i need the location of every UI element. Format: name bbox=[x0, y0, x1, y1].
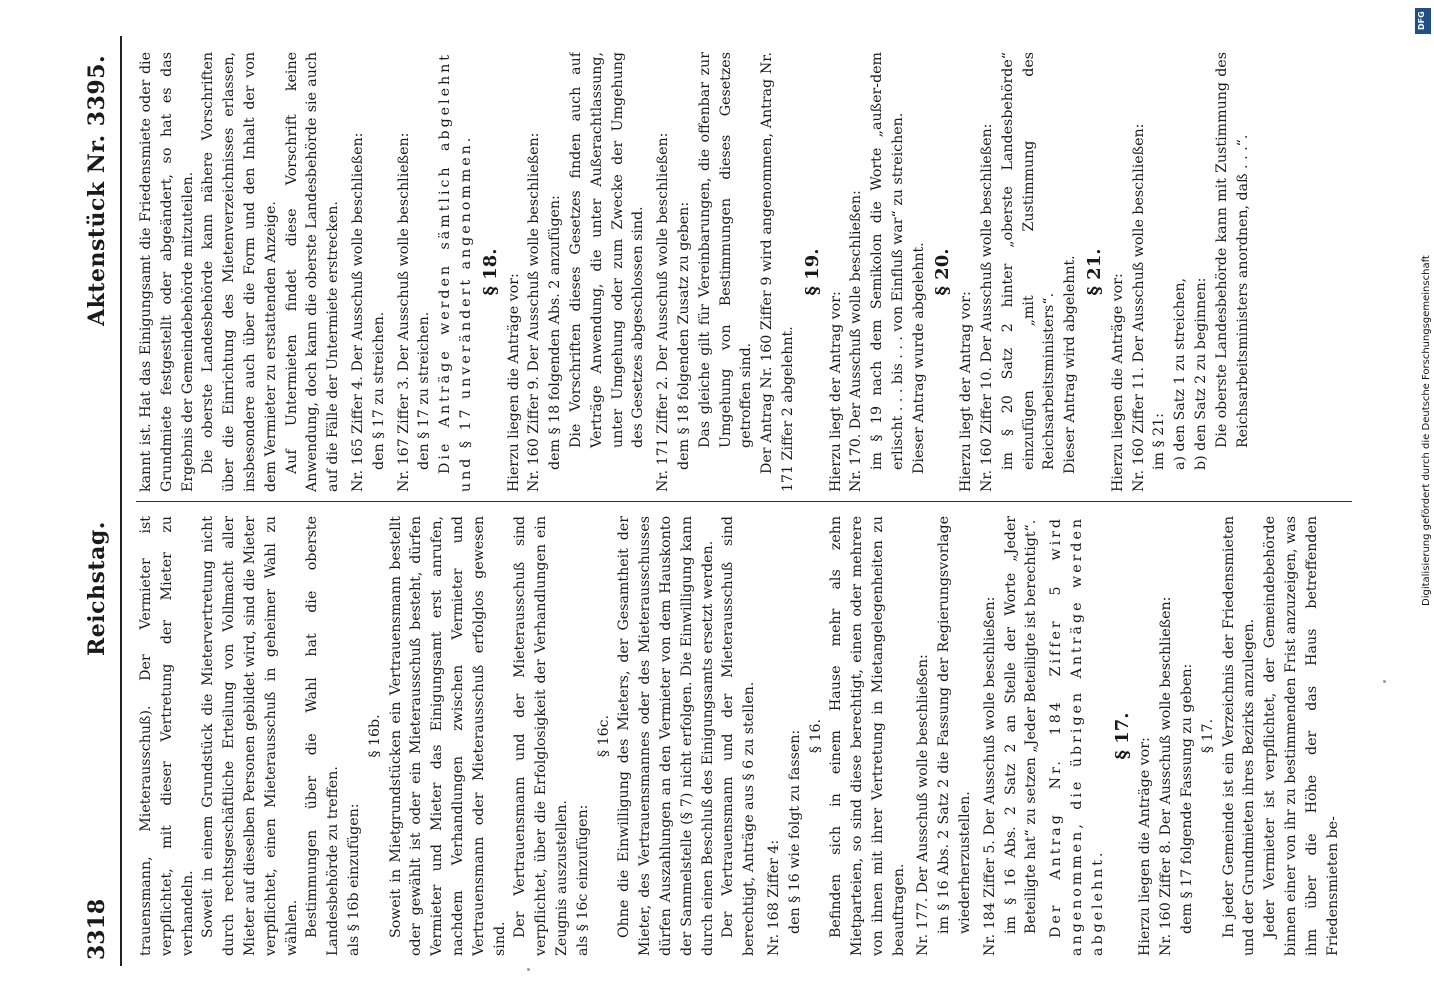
section-title: § 20. bbox=[932, 248, 954, 296]
paragraph: Soweit in Mietgrundstücken ein Vertrauensmann bestellt oder gewählt ist oder ein Mieterausschuß besteht, dürfen Vermieter und Mieter das Einigungsamt erst anrufen, nachdem Verhandlungen zwischen Vermieter und Vertrauensmann oder Mieterausschuß erfolglos gewesen sind. bbox=[387, 516, 508, 956]
paragraph: In jeder Gemeinde ist ein Verzeichnis der Friedensmieten und der Grundmieten ihres Bezirks anzulegen. bbox=[1220, 516, 1258, 956]
motion-label: Nr. 167 Ziffer 3. Der Ausschuß wolle beschließen: bbox=[395, 132, 412, 492]
paragraph: den § 17 zu streichen. bbox=[416, 311, 433, 470]
paragraph: den § 16 wie folgt zu fassen: bbox=[786, 729, 803, 934]
resolution-text: Die Anträge werden sämtlich abgelehnt und § 17 unverändert angenommen. bbox=[437, 52, 474, 492]
paragraph: im § 20 Satz 2 hinter „oberste Landesbehörde“ einzufügen „mit Zustimmung des Reichsarbeitsministers“. bbox=[999, 52, 1058, 470]
motion-label: Nr. 170. Der Ausschuß wolle beschließen: bbox=[848, 190, 865, 492]
paragraph: Befinden sich in einem Hause mehr als zehn Mietparteien, so sind diese berechtigt, einen oder mehrere von ihnen mit ihrer Vertretung in Mietangelegenheiten zu beauftragen. bbox=[828, 516, 907, 956]
resolution-text: Dieser Antrag wird abgelehnt. bbox=[1062, 255, 1079, 474]
section-title: § 19. bbox=[801, 248, 823, 296]
paragraph: trauensmann, Mieterausschuß). Der Vermieter ist verpflichtet, mit dieser Vertretung der Mieter zu verhandeln. bbox=[138, 516, 196, 956]
paragraph: Hierzu liegt der Antrag vor: bbox=[827, 291, 844, 492]
paragraph: im § 21: bbox=[1151, 413, 1168, 470]
scan-speck bbox=[1383, 680, 1386, 683]
paragraph: Jeder Vermieter ist verpflichtet, der Gemeindebehörde binnen einer von ihr zu bestimmenden Frist anzuzeigen, was ihm über die Höhe der das Haus betreffenden Friedensmieten be- bbox=[1262, 516, 1341, 956]
motion-label: Nr. 160 Ziffer 11. Der Ausschuß wolle beschließen: bbox=[1130, 123, 1147, 492]
paragraph: Der Vertrauensmann und der Mieterausschuß sind verpflichtet, über die Erfolglosigkeit der Verhandlungen ein Zeugnis auszustellen. bbox=[512, 516, 570, 956]
paragraph: Hierzu liegen die Anträge vor: bbox=[1137, 737, 1154, 956]
paragraph: Die oberste Landesbehörde kann nähere Vorschriften über die Einrichtung des Mietenverzeichnisses erlassen, insbesondere auch über die Form und den Inhalt der von dem Vermieter zu erstattenden Anzeige. bbox=[200, 52, 279, 492]
header-title: Reichstag. bbox=[84, 521, 110, 656]
motion-label: Nr. 160 Ziffer 8. Der Ausschuß wolle beschließen: bbox=[1158, 596, 1175, 956]
paragraph: Auf Untermieten findet diese Vorschrift keine Anwendung, doch kann die oberste Landesbehörde sie auch auf die Fälle der Untermiete erstrecken. bbox=[283, 52, 342, 492]
paragraph: Hierzu liegen die Anträge vor: bbox=[1109, 273, 1126, 492]
paragraph: Der Vertrauensmann und der Mieterausschuß sind berechtigt, Anträge aus § 6 zu stellen. bbox=[720, 516, 758, 956]
section-title: § 17. bbox=[1111, 712, 1133, 760]
paragraph: Hierzu liegt der Antrag vor: bbox=[958, 291, 975, 492]
page-number: 3318 bbox=[84, 898, 110, 960]
section-title: § 18. bbox=[479, 248, 501, 296]
paragraph: Die Vorschriften dieses Gesetzes finden auch auf Verträge Anwendung, die unter Außerachtlassung, unter Umgehung oder zum Zwecke der Umgehung des Gesetzes abgeschlossen sind. bbox=[567, 52, 647, 448]
motion-label: Nr. 184 Ziffer 5. Der Ausschuß wolle beschließen: bbox=[981, 596, 998, 956]
paragraph: als § 16b einzufügen: bbox=[345, 803, 362, 956]
list-item: b) den Satz 2 zu beginnen: bbox=[1193, 277, 1210, 470]
resolution-text: Dieser Antrag wurde abgelehnt. bbox=[910, 242, 927, 474]
paragraph: dem § 18 folgenden Zusatz zu geben: bbox=[675, 201, 692, 470]
resolution-text: Der Antrag Nr. 160 Ziffer 9 wird angenommen, Antrag Nr. 171 Ziffer 2 abgelehnt. bbox=[759, 52, 796, 492]
digitization-credit bbox=[1421, 6, 1434, 606]
paragraph: im § 19 nach dem Semikolon die Worte „außer-dem erlischt . . . bis . . . von Einfluß war“ zu streichen. bbox=[869, 52, 906, 470]
paragraph: im § 16 Abs. 2 Satz 2 die Fassung der Regierungsvorlage wiederherzustellen. bbox=[936, 516, 974, 934]
right-column bbox=[136, 52, 1356, 492]
motion-label: Nr. 171 Ziffer 2. Der Ausschuß wolle beschließen: bbox=[655, 132, 672, 492]
section-heading: § 17. bbox=[1199, 718, 1216, 754]
paragraph: dem § 18 folgenden Abs. 2 anzufügen: bbox=[547, 195, 564, 470]
paragraph: Ohne die Einwilligung des Mieters, der Gesamtheit der Mieter, des Vertrauensmannes oder des Mieterausschusses dürfen Auszahlungen an den Vermieter von dem Hauskonto der Sammelstelle (§ 7) nicht erfolgen. Die Einwilligung kann durch einen Beschluß des Einigungsamts ersetzt werden. bbox=[616, 516, 716, 956]
digitization-credit-text: Digitalisierung gefördert durch die Deutsche Forschungsgemeinschaft bbox=[1421, 255, 1432, 606]
paragraph: den § 17 zu streichen. bbox=[370, 311, 387, 470]
motion-label: Nr. 160 Ziffer 10. Der Ausschuß wolle beschließen: bbox=[979, 123, 996, 492]
section-heading: § 16c. bbox=[595, 714, 612, 758]
motion-label: Nr. 160 Ziffer 9. Der Ausschuß wolle beschließen: bbox=[526, 132, 543, 492]
paragraph: Soweit in einem Grundstück die Mietervertretung nicht durch rechtsgeschäftliche Erteilung von Vollmacht aller Mieter auf dieselben Personen gebildet wird, sind die Mieter verpflichtet, einen Mieterausschuß in geheimer Wahl zu wählen. bbox=[200, 516, 300, 956]
motion-label: Nr. 168 Ziffer 4: bbox=[765, 839, 782, 956]
section-heading: § 16. bbox=[807, 718, 824, 754]
paragraph: als § 16c einzufügen: bbox=[574, 804, 591, 956]
paragraph: Die oberste Landesbehörde kann mit Zustimmung des Reichsarbeitsministers anordnen, daß . . .“. bbox=[1213, 52, 1251, 448]
motion-label: Nr. 165 Ziffer 4. Der Ausschuß wolle beschließen: bbox=[349, 132, 366, 492]
left-column bbox=[136, 516, 1356, 956]
paragraph: kannt ist. Hat das Einigungsamt die Friedensmiete oder die Grundmiete festgestellt oder abgeändert, so hat es das Ergebnis der Gemeindebehörde mitzuteilen. bbox=[138, 52, 196, 492]
page-header bbox=[80, 36, 122, 966]
motion-label: Nr. 177. Der Ausschuß wolle beschließen: bbox=[915, 654, 932, 956]
list-item: a) den Satz 1 zu streichen, bbox=[1172, 278, 1189, 470]
header-document-number: Aktenstück Nr. 3395. bbox=[84, 54, 110, 326]
paragraph: Bestimmungen über die Wahl hat die oberste Landesbehörde zu treffen. bbox=[304, 516, 342, 956]
scan-speck bbox=[527, 968, 530, 971]
paragraph: dem § 17 folgende Fassung zu geben: bbox=[1179, 663, 1196, 934]
section-title: § 21. bbox=[1084, 248, 1106, 296]
paragraph: Das gleiche gilt für Vereinbarungen, die offenbar zur Umgehung von Bestimmungen dieses Gesetzes getroffen sind. bbox=[696, 52, 755, 448]
paragraph: im § 16 Abs. 2 Satz 2 an Stelle der Worte „Jeder Beteiligte hat“ zu setzen „Jeder Beteiligte ist berechtigt“. bbox=[1002, 516, 1040, 934]
column-divider bbox=[136, 501, 1352, 502]
dfg-logo-label: DFG bbox=[1417, 11, 1426, 30]
paragraph: Hierzu liegen die Anträge vor: bbox=[505, 273, 522, 492]
section-heading: § 16b. bbox=[366, 714, 383, 758]
resolution-text: Der Antrag Nr. 184 Ziffer 5 wird angenommen, die übrigen Anträge werden abgelehnt. bbox=[1048, 516, 1106, 956]
document-page bbox=[52, 10, 1382, 990]
